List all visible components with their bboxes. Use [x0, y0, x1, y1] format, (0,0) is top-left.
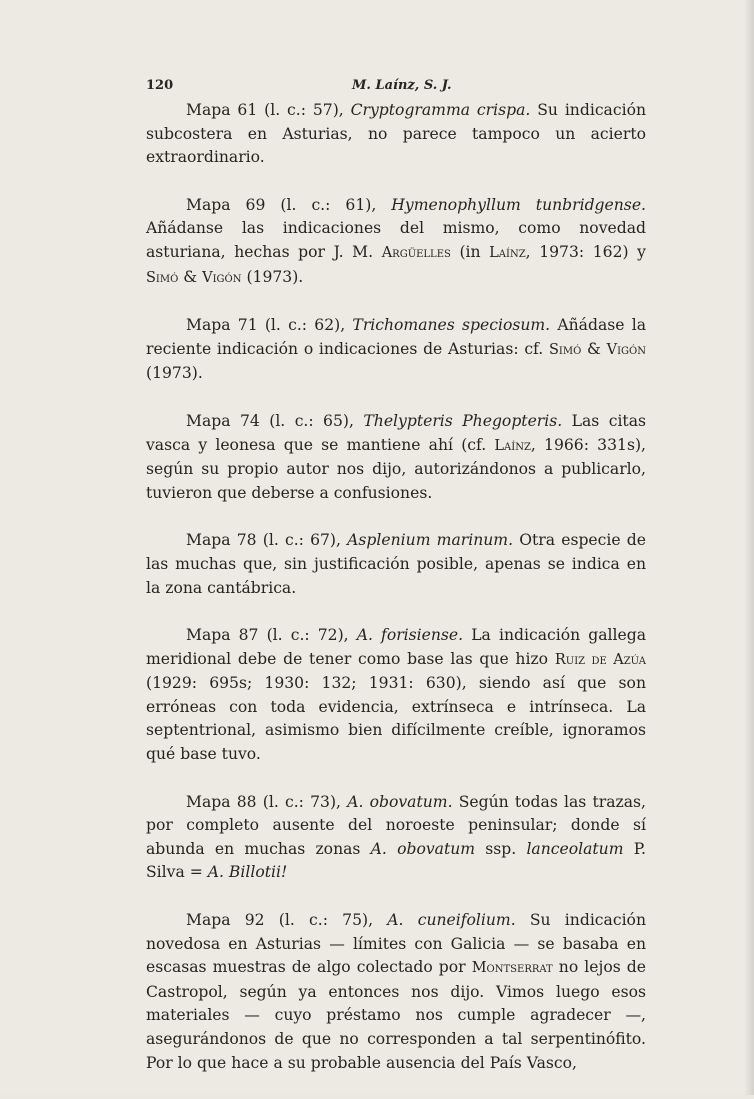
paragraph-mapa-74: Mapa 74 (l. c.: 65), Thelypteris Phegopteris. Las citas vasca y leonesa que se mantiene ahí (cf. Laínz, 1966: 331s), según su propio autor nos dijo, autorizándonos a publicarlo, tuvieron que deberse a confusiones. [146, 411, 646, 502]
taxon-name: A. obovatum. [347, 792, 453, 811]
author-name: Simó [146, 269, 179, 286]
taxon-name: A. cuneifolium. [387, 911, 516, 930]
paragraph-mapa-92: Mapa 92 (l. c.: 75), A. cuneifolium. Su indicación novedosa en Asturias — límites con Galicia — se basaba en escasas muestras de algo colectado por Montserrat no lejos de Castropol, según ya entonces nos dijo. Vimos luego esos materiales — cuyo préstamo nos cumple agradecer —, asegurándonos de que no corresponden a tal serpentinófito. Por lo que hace a su probable ausencia del País Vasco, [146, 911, 646, 1072]
author-name: Argüelles [381, 244, 451, 261]
taxon-name: Hymenophyllum tunbridgense. [391, 195, 646, 214]
author-name: Simó [548, 341, 582, 358]
taxon-name: Thelypteris Phegopteris. [363, 411, 563, 430]
page-header [146, 78, 646, 98]
page-number: 120 [146, 78, 174, 93]
author-name: Ruiz de Azúa [554, 651, 646, 668]
author-name: Vigón [606, 341, 646, 358]
paragraph-mapa-87: Mapa 87 (l. c.: 72), A. forisiense. La indicación gallega meridional debe de tener como base las que hizo Ruiz de Azúa (1929: 695s; 1930: 132; 1931: 630), siendo así que son erróneas con toda evidencia, extrínseca e intrínseca. La septentrional, asimismo bien difícilmente creíble, ignoramos qué base tuvo. [146, 626, 646, 764]
paragraph-mapa-78: Mapa 78 (l. c.: 67), Asplenium marinum. Otra especie de las muchas que, sin justificación posible, apenas se indica en la zona cantábrica. [146, 531, 647, 597]
author-name: Laínz [489, 244, 526, 261]
taxon-name: Asplenium marinum. [347, 531, 514, 550]
paragraph-mapa-71: Mapa 71 (l. c.: 62), Trichomanes speciosum. Añádase la reciente indicación o indicaciones de Asturias: cf. Simó & Vigón (1973). [146, 316, 647, 383]
paragraph-mapa-61: Mapa 61 (l. c.: 57), Cryptogramma crispa. Su indicación subcostera en Asturias, no parece tampoco un acierto extraordinario. [146, 101, 646, 167]
taxon-name: A. forisiense. [356, 626, 464, 645]
paragraph-mapa-69: Mapa 69 (l. c.: 61), Hymenophyllum tunbridgense. Añádanse las indicaciones del mismo, como novedad asturiana, hechas por J. M. Argüelles (in Laínz, 1973: 162) y Simó & Vigón (1973). [146, 195, 646, 286]
taxon-name: lanceolatum [526, 839, 624, 858]
author-name: Vigón [202, 269, 242, 286]
taxon-name: Trichomanes speciosum. [352, 316, 551, 335]
running-head: M. Laínz, S. J. [352, 78, 452, 93]
taxon-name: A. Billotii! [207, 863, 288, 882]
author-name: Montserrat [471, 960, 553, 977]
author-name: Laínz [494, 437, 531, 454]
paragraph-mapa-88: Mapa 88 (l. c.: 73), A. obovatum. Según todas las trazas, por completo ausente del noroeste peninsular; donde sí abunda en muchas zonas A. obovatum ssp. lanceolatum P. Silva = A. Billotii! [146, 792, 647, 882]
taxon-name: Cryptogramma crispa. [350, 101, 531, 119]
taxon-name: A. obovatum [370, 839, 476, 858]
body-text [146, 99, 646, 1099]
